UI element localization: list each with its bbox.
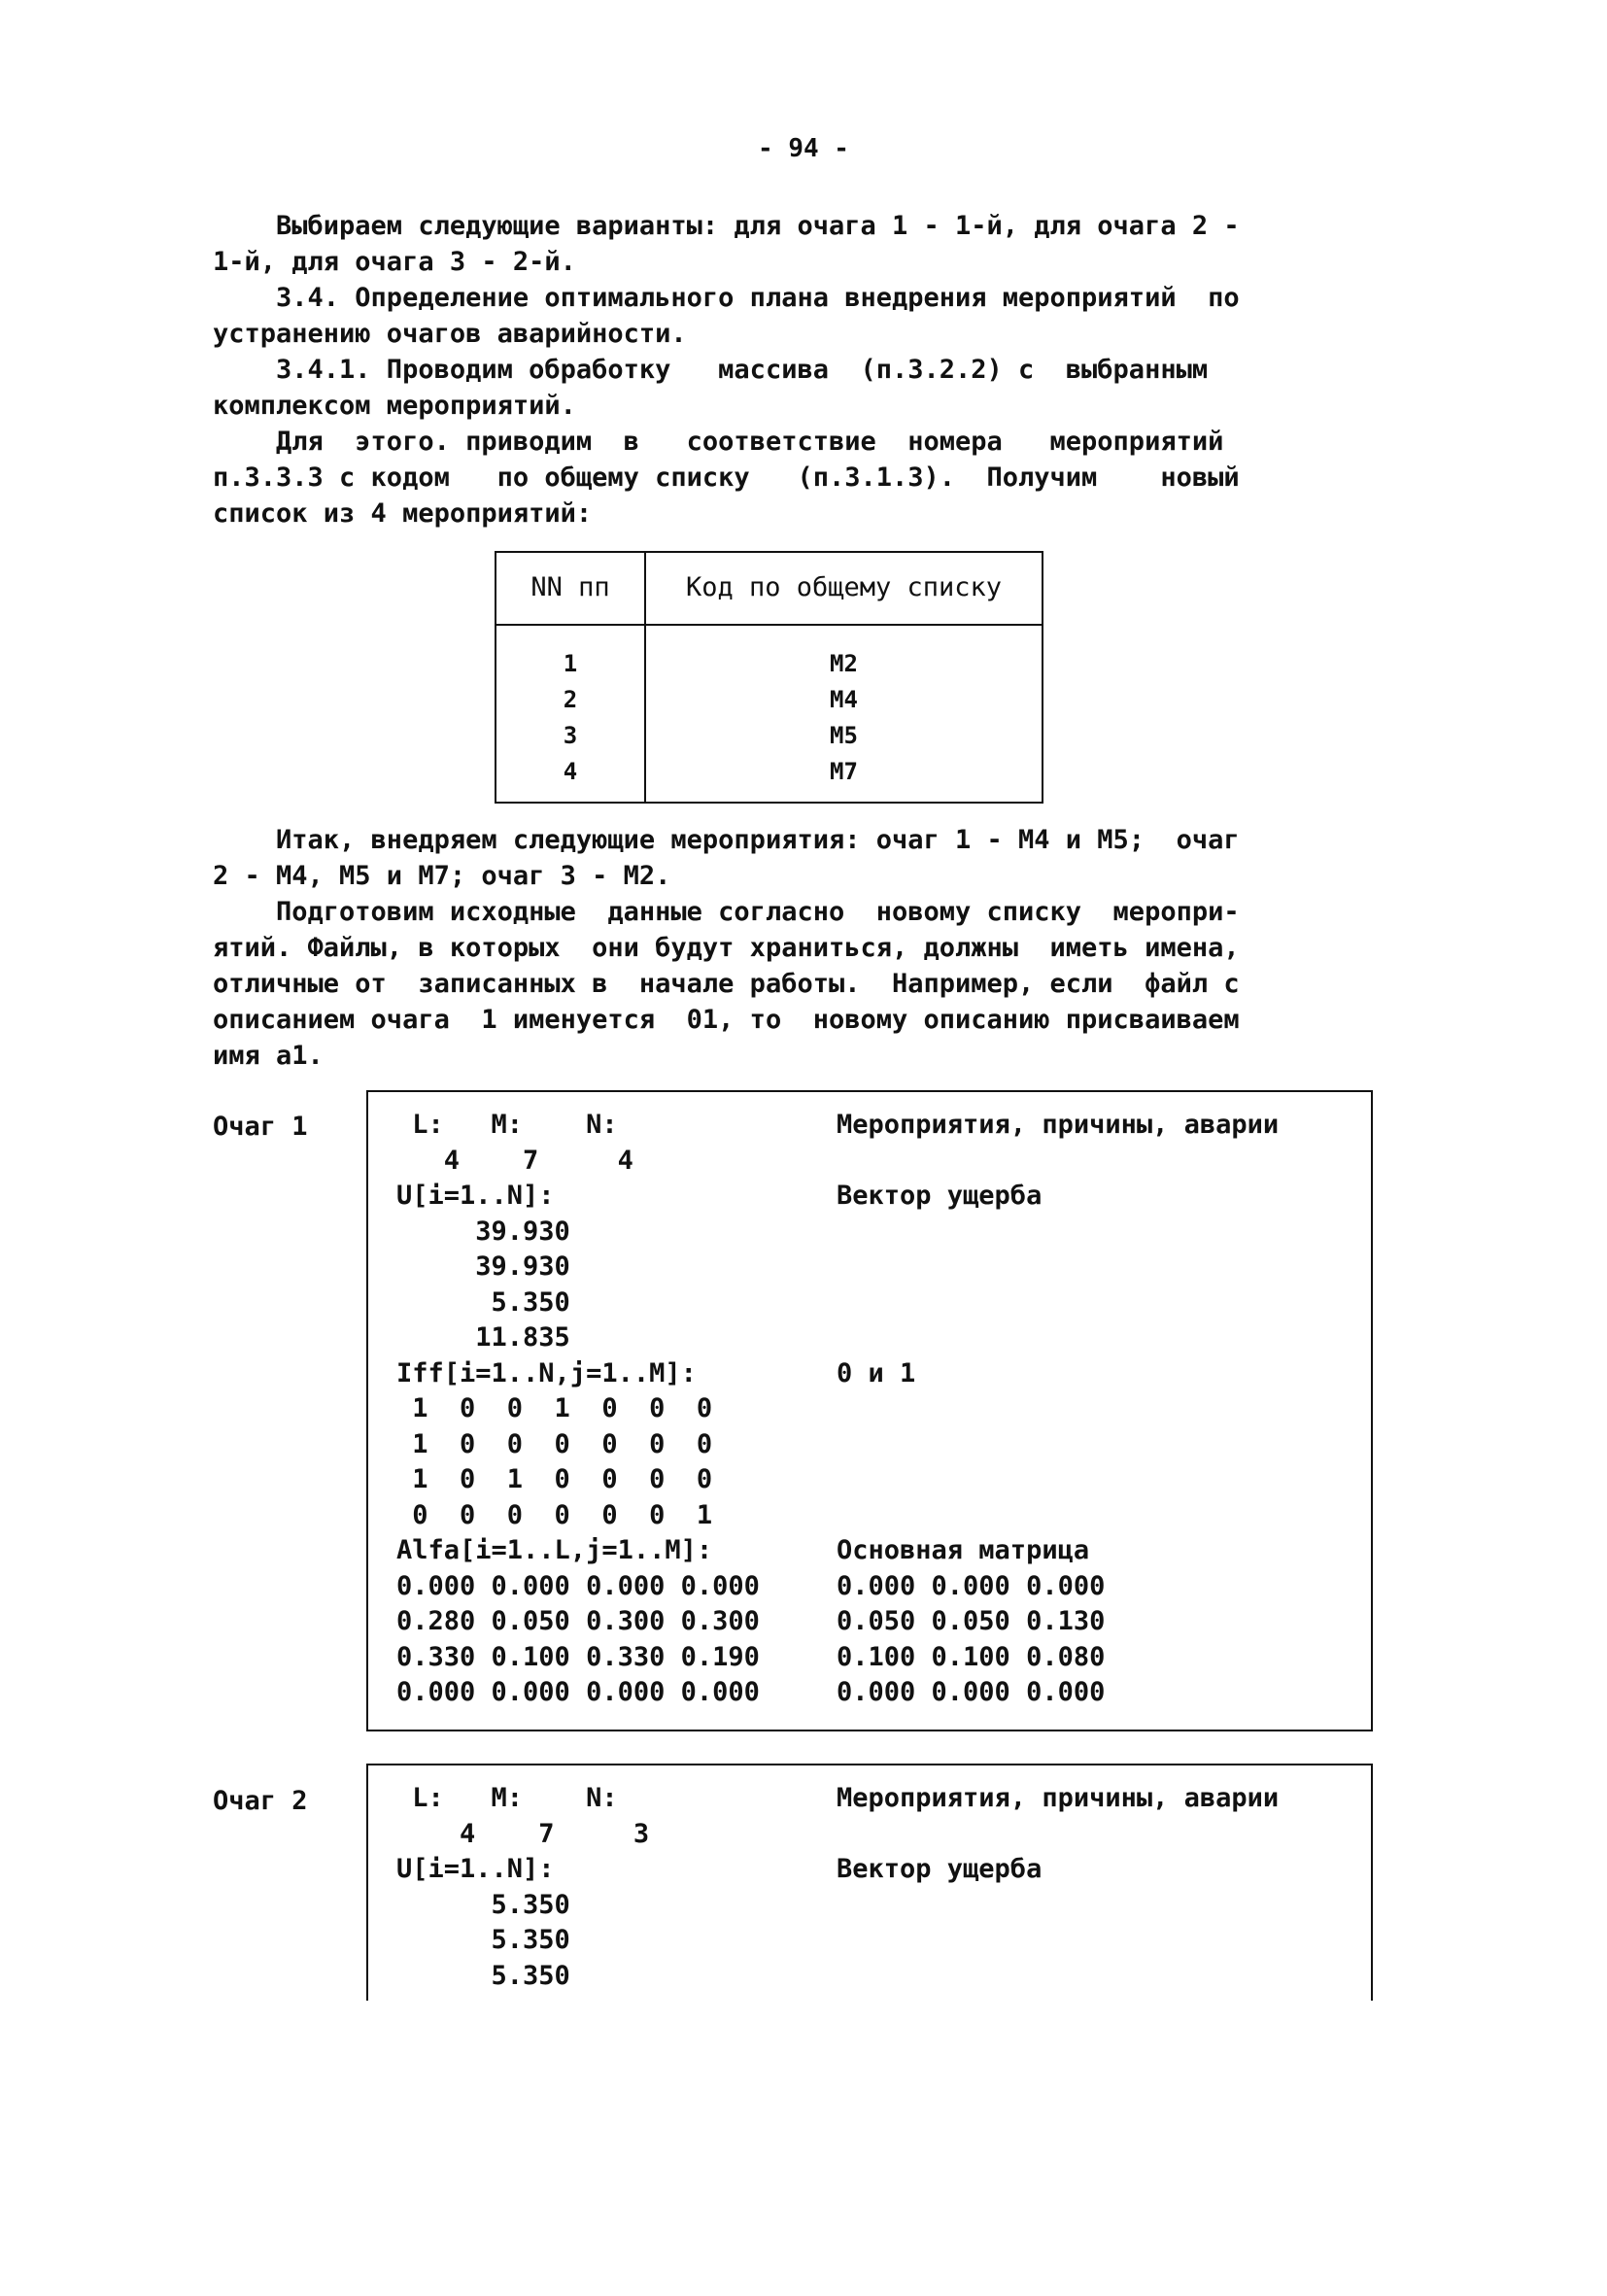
hearth-note: Вектор ущерба bbox=[837, 1854, 1043, 1884]
hearth-2-label: Очаг 2 bbox=[213, 1786, 308, 1816]
table-cell-number: 4 bbox=[563, 758, 578, 785]
intro-paragraph: Выбираем следующие варианты: для очага 1 - 1-й, для очага 2 - 1-й, для очага 3 - 2-й. 3.4. Определение оптимального плана внедрения мероприятий по устранению очагов аварийности. 3.4.1. Проводим обработку массива (п.3.2.2) с выбранным комплексом мероприятий. Для этого. приводим в соответствие номера мероприятий п.3.3.3 с кодом по общему списку (п.3.1.3). Получим новый список из 4 мероприятий: bbox=[213, 211, 1240, 529]
hearth-note: 0.000 0.000 0.000 bbox=[837, 1570, 1106, 1601]
table-cell-number: 2 bbox=[563, 686, 578, 713]
measures-table bbox=[495, 551, 1043, 804]
table-cell-code: М7 bbox=[830, 758, 858, 785]
hearth-note: Мероприятия, причины, аварии bbox=[837, 1783, 1280, 1813]
hearth-note: 0.000 0.000 0.000 bbox=[837, 1677, 1106, 1707]
hearth-note: 0.050 0.050 0.130 bbox=[837, 1606, 1106, 1636]
hearth-1-box bbox=[366, 1090, 1373, 1731]
table-cell-number: 3 bbox=[563, 722, 578, 749]
hearth-2-data: L: M: N: 4 7 3 U[i=1..N]: 5.350 5.350 5.350 bbox=[396, 1783, 650, 1991]
hearth-note: 0.100 0.100 0.080 bbox=[837, 1641, 1106, 1672]
hearth-note: Вектор ущерба bbox=[837, 1181, 1043, 1211]
hearth-note: Основная матрица bbox=[837, 1535, 1090, 1565]
table-cell-code: М5 bbox=[830, 722, 858, 749]
hearth-2-box bbox=[366, 1764, 1373, 2001]
table-header-number: NN пп bbox=[530, 572, 610, 602]
table-cell-code: М4 bbox=[830, 686, 858, 713]
page-number: - 94 - bbox=[758, 134, 849, 163]
table-cell-number: 1 bbox=[563, 650, 578, 677]
hearth-1-label: Очаг 1 bbox=[213, 1112, 308, 1142]
hearth-note: Мероприятия, причины, аварии bbox=[837, 1110, 1280, 1140]
table-cell-code: М2 bbox=[830, 650, 858, 677]
hearth-1-data: L: M: N: 4 7 4 U[i=1..N]: 39.930 39.930 5.350 11.835 Iff[i=1..N,j=1..M]: 1 0 0 1 0 0 0 1 0 0 0 0 0 0 1 0 1 0 0 0 0 0 0 0 0 0 0 1 Alfa[i=1..L,j=1..M]: 0.000 0.000 0.000 0.000 0.280 0.050 0.300 0.300 0.330 0.100 0.330 0.190 0.000 0.000 0.000 0.000 bbox=[396, 1110, 760, 1707]
table-header-code: Код по общему списку bbox=[685, 572, 1003, 602]
implementation-paragraph: Итак, внедряем следующие мероприятия: очаг 1 - М4 и М5; очаг 2 - М4, М5 и М7; очаг 3 - М2. Подготовим исходные данные согласно новому списку меропри- ятий. Файлы, в которых они будут храниться, должны иметь имена, отличные от записанных в начале работы. Например, если файл с описанием очага 1 именуется 01, то новому описанию присваиваем имя а1. bbox=[213, 825, 1240, 1071]
hearth-note: 0 и 1 bbox=[837, 1357, 916, 1388]
